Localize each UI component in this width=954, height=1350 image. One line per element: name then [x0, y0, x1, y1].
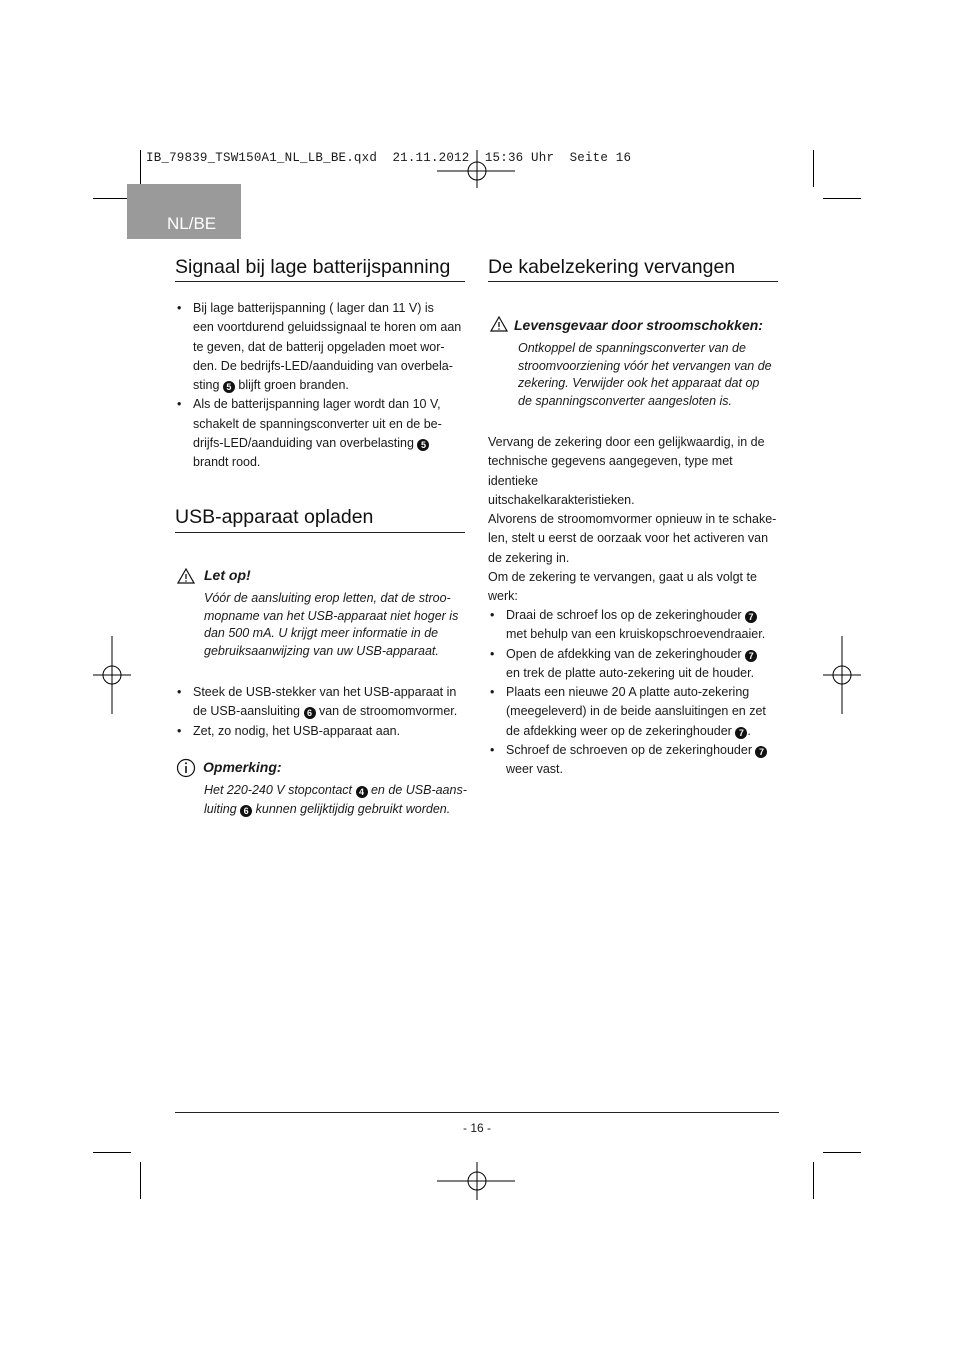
- section-rule: [488, 281, 778, 282]
- list-item: • Zet, zo nodig, het USB-apparaat aan.: [175, 722, 470, 741]
- reference-number: 7: [745, 611, 757, 623]
- list-item: • Als de batterijspanning lager wordt dan 10 V, schakelt de spanningsconverter uit en de be- drijfs-LED/aanduiding van overbelasting 5 brandt rood.: [175, 395, 470, 472]
- print-slug: IB_79839_TSW150A1_NL_LB_BE.qxd 21.11.2012 15:36 Uhr Seite 16: [146, 151, 632, 165]
- caution-text: Vóór de aansluiting erop letten, dat de stroo- mopname van het USB-apparaat niet hoger is dan 500 mA. U krijgt meer informatie in de gebruiksaanwijzing van uw USB-apparaat.: [204, 591, 459, 659]
- page-number: - 16 -: [462, 1121, 491, 1135]
- reference-number: 6: [304, 707, 316, 719]
- section-rule: [175, 281, 465, 282]
- list-item: • Schroef de schroeven op de zekeringhouder 7 weer vast.: [488, 741, 783, 780]
- list-item: • Steek de USB-stekker van het USB-apparaat in de USB-aansluiting 6 van de stroomomvormer.: [175, 683, 470, 722]
- fuse-paragraph-2: Om de zekering te vervangen, gaat u als volgt te werk:: [488, 570, 757, 604]
- low-battery-list: [175, 299, 470, 473]
- note-text: Het 220-240 V stopcontact 4 en de USB-aans- luiting 6 kunnen gelijktijdig gebruikt worden.: [204, 783, 467, 816]
- reference-number: 5: [417, 439, 429, 451]
- note-label: Opmerking:: [203, 759, 282, 775]
- footer-rule: [175, 1112, 779, 1113]
- warning-triangle-icon: [177, 568, 195, 584]
- registration-mark-left: [93, 636, 133, 714]
- list-item: • Bij lage batterijspanning ( lager dan 11 V) is een voortdurend geluidssignaal te horen om aan te geven, dat de batterij opgeladen moet wor- den. De bedrijfs-LED/aanduiding van overbela- sting 5 blijft groen branden.: [175, 299, 470, 395]
- info-icon: [176, 758, 196, 778]
- fuse-steps-list: [488, 606, 783, 780]
- language-tab: [127, 184, 241, 239]
- reference-number: 5: [223, 381, 235, 393]
- caution-label: Let op!: [204, 567, 251, 583]
- section-title-usb: USB-apparaat opladen: [175, 506, 374, 528]
- reference-number: 6: [240, 805, 252, 817]
- reference-number: 7: [745, 650, 757, 662]
- registration-mark-bottom: [437, 1162, 517, 1202]
- language-label: NL/BE: [167, 214, 217, 233]
- list-item: • Draai de schroef los op de zekeringhouder 7 met behulp van een kruiskopschroevendraaier.: [488, 606, 783, 645]
- danger-text: Ontkoppel de spanningsconverter van de stroomvoorziening vóór het vervangen van de zekering. Verwijder ook het apparaat dat op de spanningsconverter aangesloten is.: [518, 341, 772, 409]
- section-rule: [175, 532, 465, 533]
- list-item: • Open de afdekking van de zekeringhouder 7 en trek de platte auto-zekering uit de houder.: [488, 645, 783, 684]
- usb-list: [175, 683, 470, 741]
- warning-triangle-icon: [490, 316, 508, 332]
- reference-number: 4: [356, 786, 368, 798]
- section-title-fuse: De kabelzekering vervangen: [488, 256, 736, 278]
- reference-number: 7: [755, 746, 767, 758]
- reference-number: 7: [735, 727, 747, 739]
- danger-label: Levensgevaar door stroomschokken:: [514, 317, 763, 333]
- registration-mark-right: [823, 636, 863, 714]
- section-title-low-battery: Signaal bij lage batterijspanning: [175, 256, 451, 278]
- list-item: • Plaats een nieuwe 20 A platte auto-zekering (meegeleverd) in de beide aansluitingen en zet de afdekking weer op de zekeringhouder 7 .: [488, 683, 783, 741]
- fuse-paragraph-1: Vervang de zekering door een gelijkwaardig, in de technische gegevens aangegeven, type met identieke uitschakelkarakteristieken. Alvorens de stroomomvormer opnieuw in te schake- len, stelt u eerst de oorzaak voor het activeren van de zekering in.: [488, 435, 777, 565]
